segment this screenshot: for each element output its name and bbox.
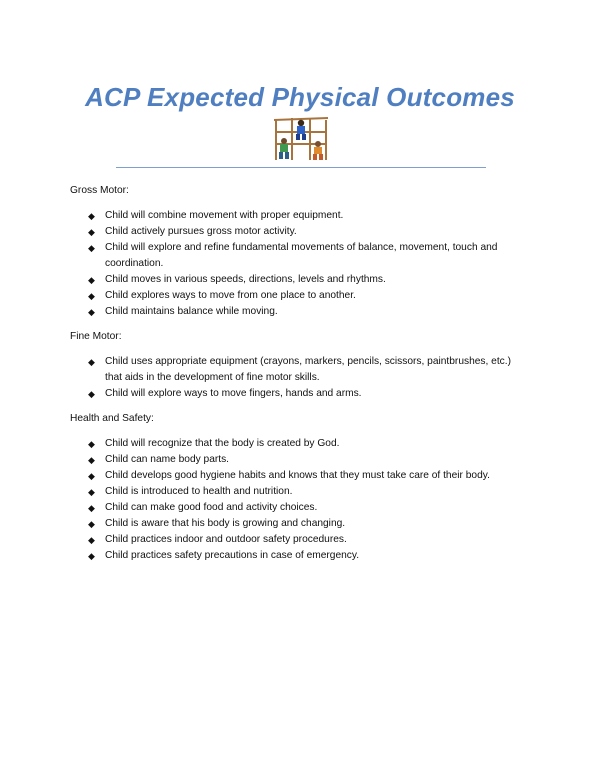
bullet-diamond-icon: ◆ <box>88 227 95 237</box>
list-item-text: Child uses appropriate equipment (crayons, markers, pencils, scissors, paintbrushes, etc.) that aids in the development of fine motor skills. <box>105 356 511 383</box>
bullet-diamond-icon: ◆ <box>88 357 95 367</box>
list-item <box>88 436 530 452</box>
list-item-text: Child maintains balance while moving. <box>105 306 278 317</box>
list-item-text: Child can make good food and activity choices. <box>105 502 318 513</box>
bullet-diamond-icon: ◆ <box>88 471 95 481</box>
bullet-diamond-icon: ◆ <box>88 519 95 529</box>
list-item <box>88 500 530 516</box>
bullet-diamond-icon: ◆ <box>88 439 95 449</box>
bullet-list <box>70 436 530 564</box>
bullet-diamond-icon: ◆ <box>88 291 95 301</box>
list-item <box>88 354 530 386</box>
list-item-text: Child is introduced to health and nutrition. <box>105 486 293 497</box>
page-title: ACP Expected Physical Outcomes <box>85 82 515 112</box>
list-item <box>88 272 530 288</box>
bullet-diamond-icon: ◆ <box>88 243 95 253</box>
list-item <box>88 532 530 548</box>
list-item-text: Child is aware that his body is growing and changing. <box>105 518 346 529</box>
section-health-and-safety <box>70 411 530 564</box>
bullet-diamond-icon: ◆ <box>88 503 95 513</box>
list-item <box>88 224 530 240</box>
section-fine-motor <box>70 329 530 402</box>
list-item-text: Child will explore and refine fundamental movements of balance, movement, touch and coordination. <box>105 242 498 269</box>
bullet-diamond-icon: ◆ <box>88 487 95 497</box>
list-item-text: Child practices safety precautions in case of emergency. <box>105 550 360 561</box>
list-item-text: Child will recognize that the body is created by God. <box>105 438 340 449</box>
list-item-text: Child practices indoor and outdoor safety procedures. <box>105 534 347 545</box>
bullet-diamond-icon: ◆ <box>88 275 95 285</box>
bullet-diamond-icon: ◆ <box>88 535 95 545</box>
list-item <box>88 386 530 402</box>
section-gross-motor <box>70 183 530 320</box>
bullet-list <box>70 354 530 402</box>
bullet-diamond-icon: ◆ <box>88 307 95 317</box>
list-item-text: Child develops good hygiene habits and knows that they must take care of their body. <box>105 470 490 481</box>
list-item <box>88 548 530 564</box>
bullet-diamond-icon: ◆ <box>88 551 95 561</box>
list-item <box>88 468 530 484</box>
bullet-diamond-icon: ◆ <box>88 389 95 399</box>
section-heading: Health and Safety: <box>70 413 154 424</box>
section-heading: Gross Motor: <box>70 185 129 196</box>
list-item <box>88 208 530 224</box>
bullet-diamond-icon: ◆ <box>88 211 95 221</box>
document-body <box>70 183 530 573</box>
list-item-text: Child actively pursues gross motor activity. <box>105 226 297 237</box>
list-item <box>88 484 530 500</box>
list-item <box>88 288 530 304</box>
bullet-diamond-icon: ◆ <box>88 455 95 465</box>
list-item-text: Child moves in various speeds, directions, levels and rhythms. <box>105 274 386 285</box>
title-divider <box>116 167 486 168</box>
list-item <box>88 516 530 532</box>
children-on-climbing-frame-icon <box>268 114 334 164</box>
list-item <box>88 240 530 272</box>
bullet-list <box>70 208 530 320</box>
list-item <box>88 452 530 468</box>
list-item-text: Child explores ways to move from one place to another. <box>105 290 356 301</box>
list-item-text: Child will explore ways to move fingers, hands and arms. <box>105 388 362 399</box>
section-heading: Fine Motor: <box>70 331 122 342</box>
list-item <box>88 304 530 320</box>
list-item-text: Child will combine movement with proper equipment. <box>105 210 344 221</box>
list-item-text: Child can name body parts. <box>105 454 230 465</box>
